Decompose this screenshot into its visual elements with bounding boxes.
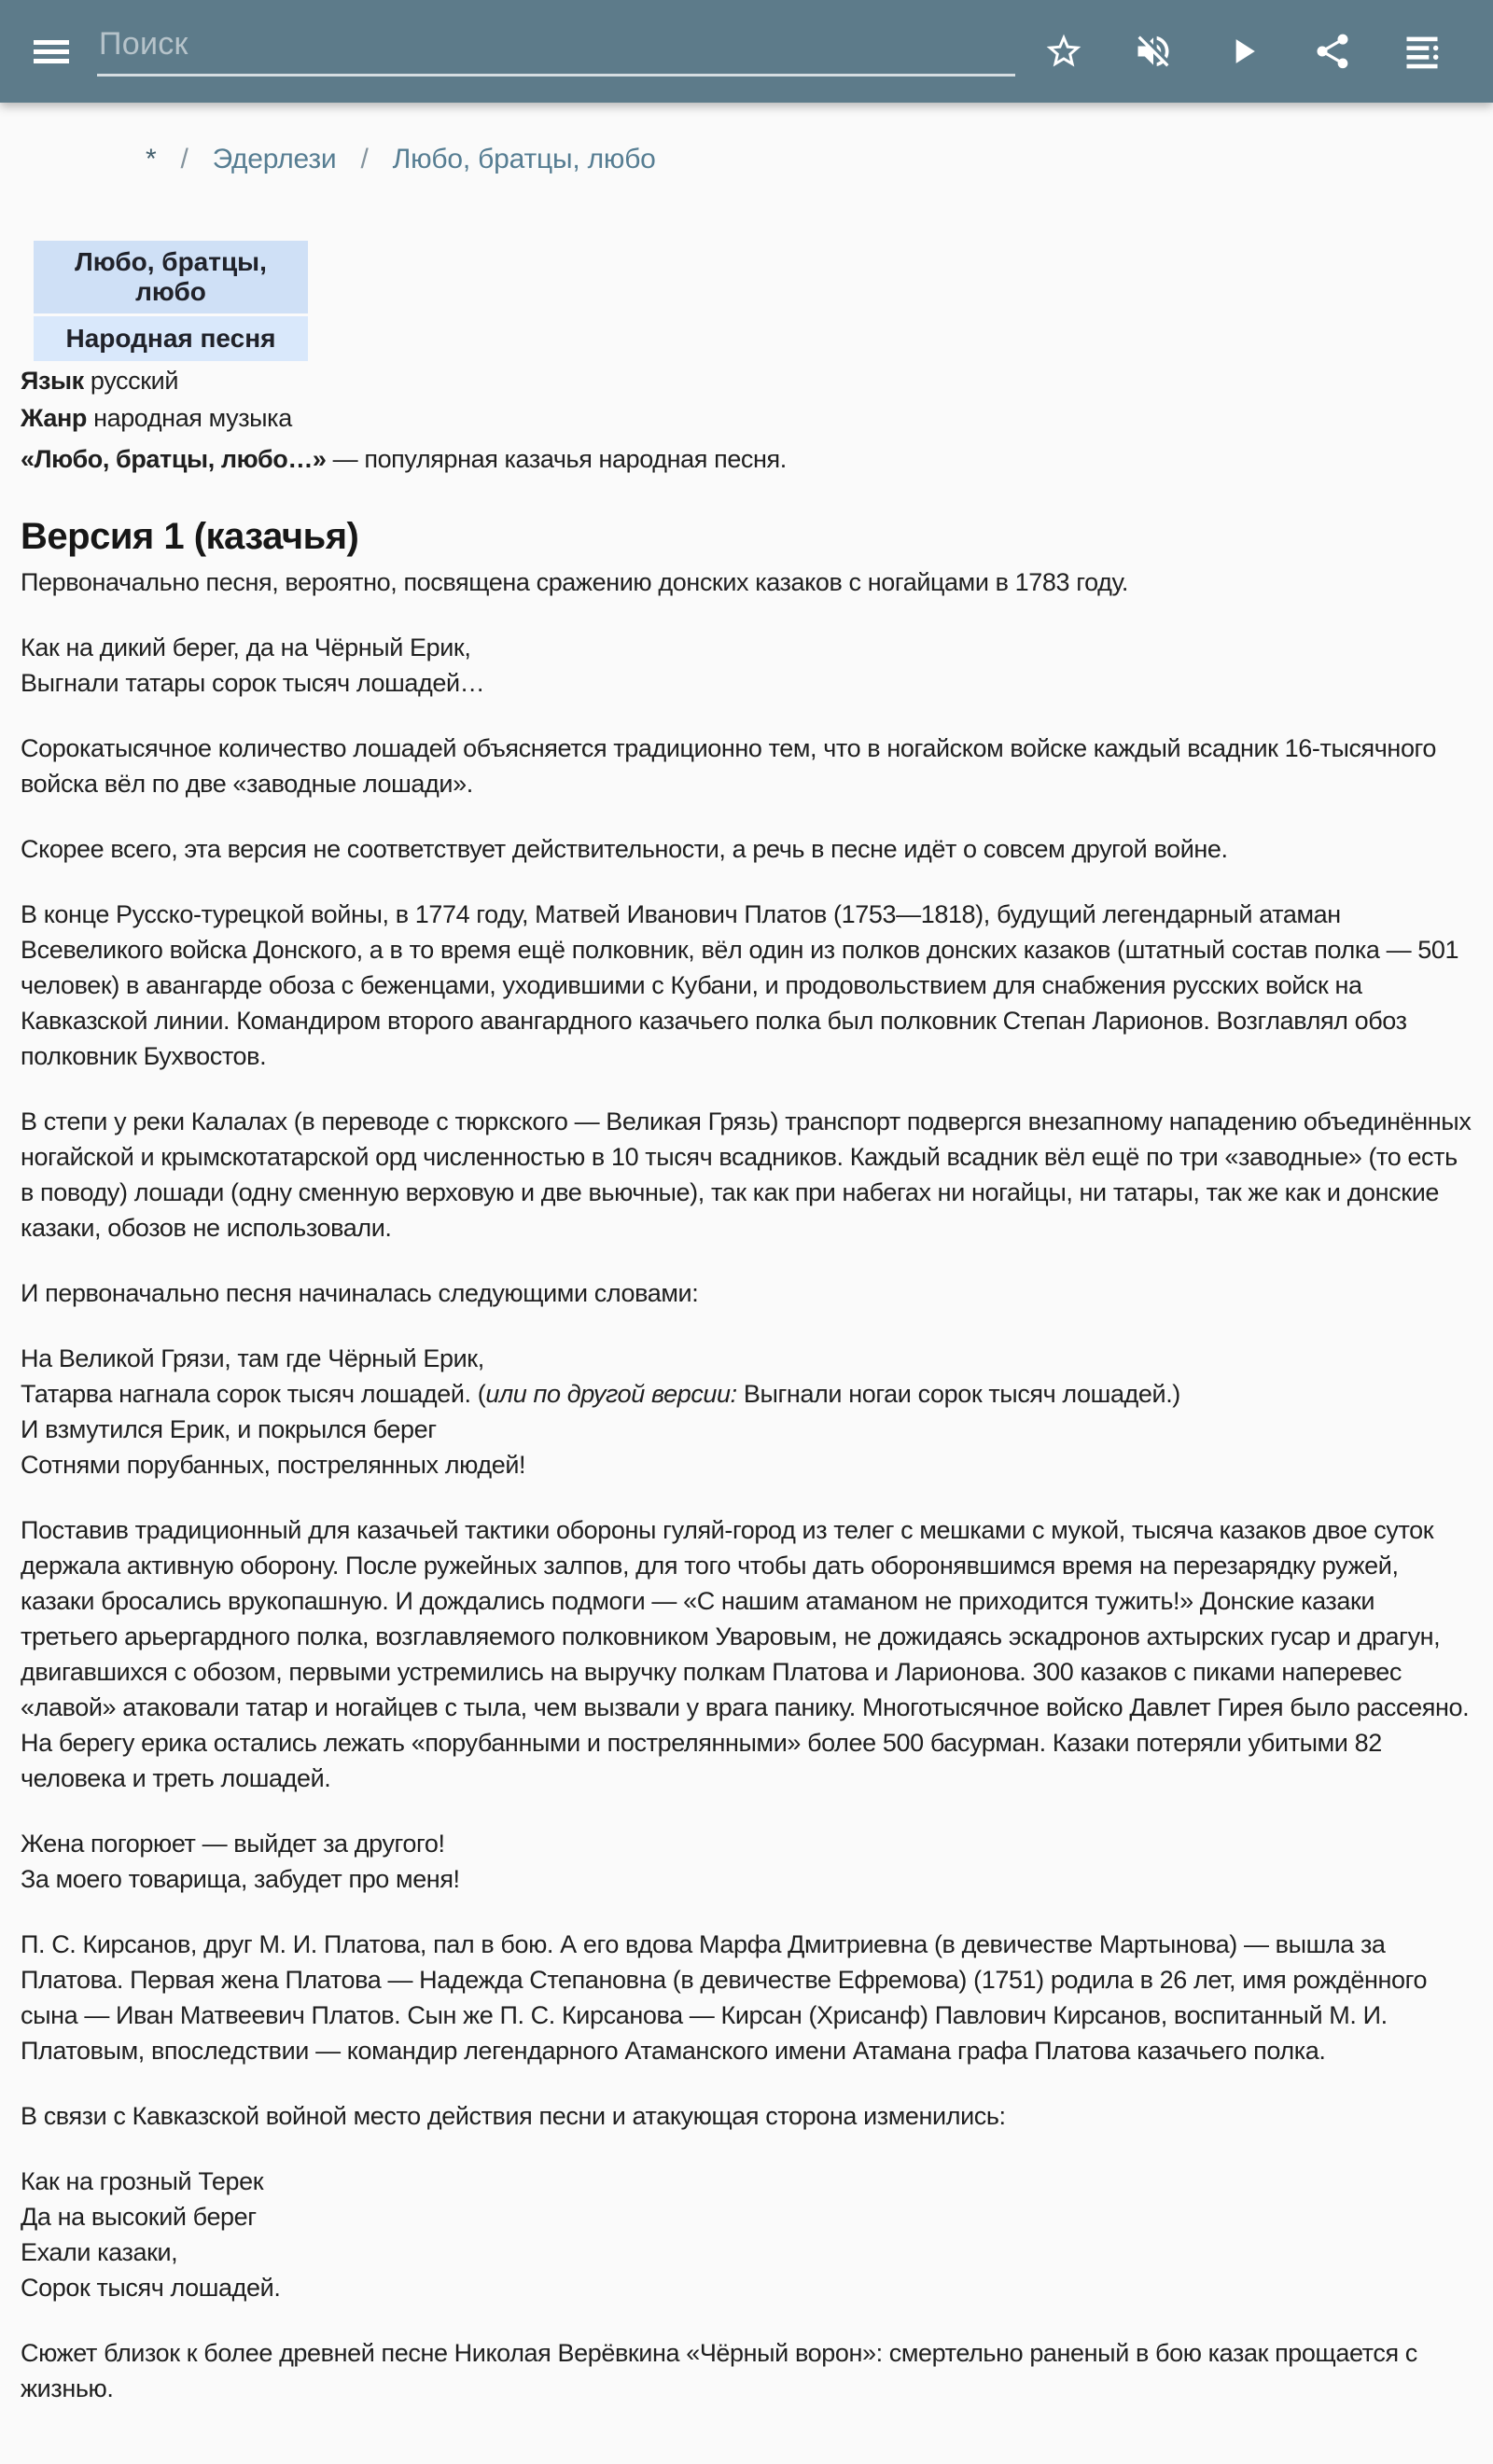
verse-line: Сотнями порубанных, пострелянных людей! [21, 1451, 526, 1479]
verse-line: За моего товарища, забудет про меня! [21, 1865, 460, 1893]
verse-line: Жена погорюет — выйдет за другого! [21, 1830, 445, 1858]
verse-line: Татарва нагнала сорок тысяч лошадей. (или по другой версии: Выгнали ногаи сорок тысяч лошадей.) [21, 1380, 1180, 1408]
infobox [34, 241, 308, 361]
toc-button[interactable] [1402, 30, 1444, 73]
breadcrumb-link-current[interactable]: Любо, братцы, любо [392, 144, 656, 174]
article [0, 241, 1493, 2464]
mute-button[interactable] [1133, 30, 1176, 73]
share-icon [1312, 31, 1353, 72]
breadcrumb-root-link[interactable]: * [146, 144, 157, 174]
breadcrumb [0, 103, 1493, 175]
paragraph: Первоначально песня, вероятно, посвящена сражению донских казаков с ногайцами в 1783 году. [21, 568, 1128, 596]
paragraph: Поставив традиционный для казачьей тактики обороны гуляй-город из телег с мешками с мукой, тысяча казаков двое суток держала активную оборону. После ружейных залпов, для того чтобы дать оборонявшимся время на перезарядку ружей, казаки бросались врукопашную. И дождались подмоги — «С нашим атаманом не приходится тужить!» Донские казаки третьего арьергардного полка, возглавляемого полковником Уваровым, не дожидаясь эскадронов ахтырских гусар и драгун, двигавшихся с обозом, первыми устремились на выручку полкам Платова и Ларионова. 300 казаков с пиками наперевес «лавой» атаковали татар и ногайцев с тыла, чем вызвали у врага панику. Многотысячное войско Давлет Гирея было рассеяно. На берегу ерика остались лежать «порубанными и пострелянными» более 500 басурман. Казаки потеряли убитыми 82 человека и треть лошадей. [21, 1516, 1470, 1792]
paragraph: Скорее всего, эта версия не соответствует действительности, а речь в песне идёт о совсем другой войне. [21, 835, 1228, 863]
intro-lead: «Любо, братцы, любо…» [21, 445, 327, 473]
verse-line: Как на грозный Терек [21, 2167, 264, 2195]
infobox-field-language: Язык русский [21, 367, 179, 395]
toc-list-icon [1402, 31, 1443, 72]
paragraph: П. С. Кирсанов, друг М. И. Платова, пал в бою. А его вдова Марфа Дмитриевна (в девичестве Мартынова) — вышла за Платова. Первая жена Платова — Надежда Степановна (в девичестве Ефремова) (1751) родила в 26 лет, имя рождённого сына — Иван Матвеевич Платов. Сын же П. С. Кирсанова — Кирсан (Хрисанф) Павлович Кирсанов, воспитанный М. И. Платовым, впоследствии — командир легендарного Атаманского имени Атамана графа Платова казачьего полка. [21, 1930, 1428, 2065]
breadcrumb-separator: / [360, 144, 369, 174]
paragraph: В конце Русско-турецкой войны, в 1774 году, Матвей Иванович Платов (1753—1818), будущий легендарный атаман Всевеликого войска Донского, а в то время ещё полковник, вёл один из полков донских казаков (штатный состав полка — 501 человек) в авангарде обоза с беженцами, уходившими с Кубани, и продовольствием для снабжения русских войск на Кавказской линии. Командиром второго авангардного казачьего полка был полковник Степан Ларионов. Возглавлял обоз полковник Бухвостов. [21, 900, 1459, 1070]
infobox-subtitle: Народная песня [34, 316, 308, 361]
search-input[interactable] [97, 26, 1015, 77]
infobox-title: Любо, братцы, любо [34, 241, 308, 313]
verse-line: Ехали казаки, [21, 2238, 178, 2266]
verse-line: Как на дикий берег, да на Чёрный Ерик, [21, 633, 471, 661]
breadcrumb-link-ederlezi[interactable]: Эдерлези [212, 144, 337, 174]
verse-block [21, 2164, 1472, 2305]
verse-block [21, 1826, 1472, 1897]
verse-line: И взмутился Ерик, и покрылся берег [21, 1415, 437, 1443]
play-icon [1222, 31, 1263, 72]
play-button[interactable] [1222, 30, 1265, 73]
favorite-button[interactable] [1043, 30, 1086, 73]
infobox-field-genre: Жанр народная музыка [21, 404, 292, 432]
paragraph: Сорокатысячное количество лошадей объясняется традиционно тем, что в ногайском войске каждый всадник 16-тысячного войска вёл по две «заводные лошади». [21, 734, 1437, 798]
volume-off-icon [1133, 31, 1174, 72]
intro-paragraph: «Любо, братцы, любо…» — популярная казачья народная песня. [21, 445, 787, 473]
breadcrumb-separator: / [180, 144, 188, 174]
share-button[interactable] [1312, 30, 1355, 73]
paragraph: В степи у реки Калалах (в переводе с тюркского — Великая Грязь) транспорт подвергся внезапному нападению объединённых ногайской и крымскотатарской орд численностью в 10 тысяч всадников. Каждый всадник вёл ещё по три «заводные» (то есть в поводу) лошади (одну сменную верховую и две вьючные), так как при набегах ни ногайцы, ни татары, так же как и донские казаки, обозов не использовали. [21, 1107, 1472, 1242]
section-heading: Версия 1 (казачья) [21, 516, 359, 557]
paragraph: Сюжет близок к более древней песне Николая Верёвкина «Чёрный ворон»: смертельно раненый в бою казак прощается с жизнью. [21, 2339, 1417, 2402]
verse-line: Выгнали татары сорок тысяч лошадей… [21, 669, 485, 697]
verse-block [21, 1341, 1472, 1483]
star-outline-icon [1043, 31, 1084, 72]
verse-block [21, 630, 1472, 701]
verse-line: Да на высокий берег [21, 2203, 257, 2231]
search-field [97, 26, 1015, 77]
app-bar-actions [1043, 30, 1493, 73]
app-bar [0, 0, 1493, 103]
paragraph: В связи с Кавказской войной место действия песни и атакующая сторона изменились: [21, 2102, 1006, 2130]
menu-button[interactable] [34, 33, 71, 70]
verse-line: Сорок тысяч лошадей. [21, 2274, 281, 2302]
verse-line: На Великой Грязи, там где Чёрный Ерик, [21, 1344, 484, 1372]
paragraph: И первоначально песня начиналась следующими словами: [21, 1279, 699, 1307]
menu-icon [34, 40, 69, 45]
